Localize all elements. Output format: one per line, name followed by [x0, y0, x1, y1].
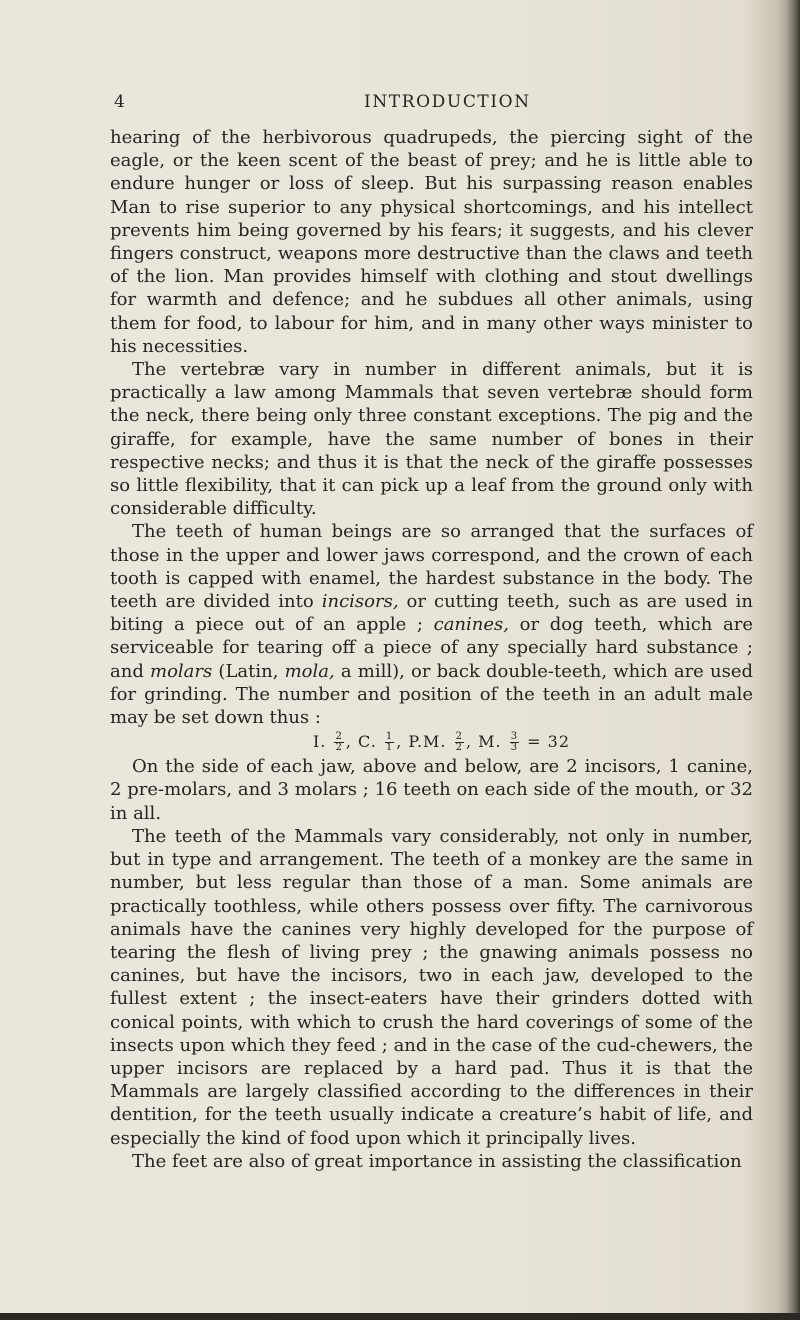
- dental-formula: I. $\frac{2}{2}$ , C. $\frac{1}{1}$ , P.M. $\frac{2}{2}$ , M. $\frac{3}{3}$ = 32: [312, 731, 571, 754]
- term-incisors: incisors,: [321, 591, 399, 613]
- formula-incisors-label: I.: [312, 732, 327, 752]
- paragraph-teeth-text-e: a mill), or back double-teeth, which are used for grinding. The number and position of the teeth in an adult male may be set down thus :: [110, 660, 753, 729]
- paragraph-vertebrae: The vertebræ vary in number in different animals, but it is practically a law among Mammals that seven vertebræ should form the neck, there being only three constant exceptions. The pig and the giraffe, for example, have the same number of bones in their respective necks; and thus it is that the neck of the giraffe possesses so little flexibility, that it can pick up a leaf from the ground only with considerable difficulty.: [110, 359, 753, 520]
- formula-canine-label: C.: [358, 732, 377, 752]
- term-mola: mola,: [284, 660, 335, 682]
- paragraph-teeth: [110, 520, 753, 729]
- paragraph-mammal-teeth: The teeth of the Mammals vary considerably, not only in number, but in type and arrangement. The teeth of a monkey are the same in number, but less regular than those of a man. Some animals are practically toothless, while others possess over fifty. The carnivorous animals have the canines very highly developed for the purpose of tearing the flesh of living prey ; the gnawing animals possess no canines, but have the incisors, two in each jaw, developed to the fullest extent ; the insect-eaters have their grinders dotted with conical points, with which to crush the hard coverings of some of the insects upon which they feed ; and in the case of the cud-chewers, the upper incisors are replaced by a hard pad. Thus it is that the Mammals are largely classified according to the differences in their dentition, for the teeth usually indicate a creature’s habit of life, and especially the kind of food upon which it principally lives.: [110, 825, 753, 1149]
- formula-premolar-lower: 2: [455, 742, 463, 754]
- formula-molar-label: M.: [478, 732, 502, 752]
- formula-molar-lower: 3: [510, 742, 519, 754]
- scan-bottom-edge: [0, 1313, 800, 1320]
- formula-incisors-upper: 2: [335, 731, 343, 743]
- paragraph-teeth-text-b: or cutting teeth, such as are used in biting a piece out of an apple ;: [110, 591, 753, 636]
- formula-canine-upper: 1: [385, 731, 394, 743]
- formula-canine-lower: 1: [385, 742, 394, 754]
- page-edge-shadow: [786, 0, 800, 1320]
- formula-incisors-fraction: [334, 732, 343, 753]
- paragraph-teeth-text-c: or dog teeth, which are serviceable for tearing off a piece of any specially hard substance ; and: [110, 614, 753, 682]
- formula-premolar-label: P.M.: [408, 732, 447, 752]
- formula-canine-fraction: [385, 732, 394, 753]
- formula-premolar-upper: 2: [455, 731, 463, 743]
- running-head: INTRODUCTION: [364, 92, 531, 112]
- formula-molar-fraction: [510, 732, 519, 753]
- paragraph-continuation: hearing of the herbivorous quadrupeds, the piercing sight of the eagle, or the keen scent of the beast of prey; and he is little able to endure hunger or loss of sleep. But his surpassing reason enables Man to rise superior to any physical shortcomings, and his intellect prevents him being governed by his fears; it suggests, and his clever fingers construct, weapons more destructive than the claws and teeth of the lion. Man provides himself with clothing and stout dwellings for warmth and defence; and he subdues all other animals, using them for food, to labour for him, and in many other ways minister to his necessities.: [110, 127, 753, 357]
- formula-incisors-lower: 2: [335, 742, 343, 754]
- paragraph-teeth-text-a: The teeth of human beings are so arranged that the surfaces of those in the upper and lower jaws correspond, and the crown of each tooth is capped with enamel, the hardest substance in the body. The teeth are divided into: [110, 521, 753, 613]
- paragraph-teeth-text-d: (Latin,: [212, 660, 285, 682]
- page-number: 4: [114, 92, 125, 112]
- formula-premolar-fraction: [455, 732, 464, 753]
- formula-total: = 32: [527, 732, 571, 752]
- paragraph-feet: The feet are also of great importance in assisting the classification: [132, 1150, 742, 1172]
- page-header: [0, 92, 800, 116]
- term-canines: canines,: [433, 614, 509, 636]
- term-molars: molars: [150, 660, 213, 682]
- formula-molar-upper: 3: [510, 731, 519, 743]
- body-text: [110, 126, 753, 1173]
- paragraph-tooth-count: On the side of each jaw, above and below, are 2 incisors, 1 canine, 2 pre-molars, and 3 molars ; 16 teeth on each side of the mouth, or 32 in all.: [110, 756, 753, 824]
